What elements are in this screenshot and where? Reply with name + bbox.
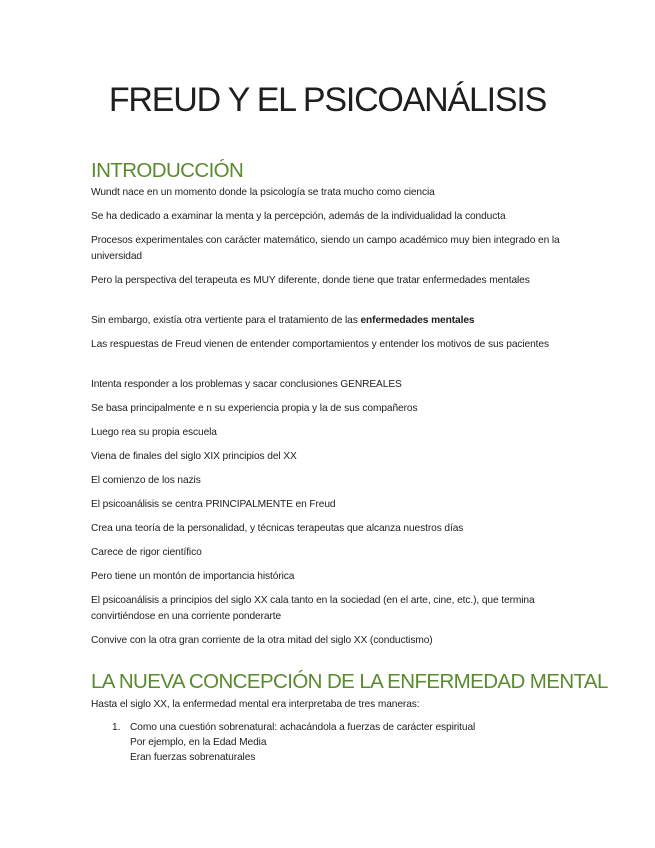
- paragraph: El psicoanálisis se centra PRINCIPALMENTE en Freud: [91, 499, 336, 510]
- numbered-list: [91, 720, 561, 765]
- paragraph: Convive con la otra gran corriente de la otra mitad del siglo XX (conductismo): [91, 635, 433, 646]
- paragraph: Las respuestas de Freud vienen de entender comportamientos y entender los motivos de sus pacientes: [91, 339, 549, 350]
- paragraph: Wundt nace en un momento donde la psicología se trata mucho como ciencia: [91, 187, 435, 198]
- bold-text: enfermedades mentales: [360, 315, 475, 326]
- paragraph: El comienzo de los nazis: [91, 475, 201, 486]
- document-title: FREUD Y EL PSICOANÁLISIS: [108, 81, 547, 119]
- paragraph: Viena de finales del siglo XIX principios del XX: [91, 451, 297, 462]
- paragraph: Se ha dedicado a examinar la menta y la percepción, además de la individualidad la conducta: [91, 211, 506, 222]
- list-item: [91, 720, 561, 765]
- paragraph: Luego rea su propia escuela: [91, 427, 217, 438]
- paragraph: Procesos experimentales con carácter matemático, siendo un campo académico muy bien integrado en la universidad: [91, 235, 560, 262]
- heading-nueva-concepcion: LA NUEVA CONCEPCIÓN DE LA ENFERMEDAD MENTAL: [91, 670, 608, 693]
- paragraph: Carece de rigor científico: [91, 547, 202, 558]
- paragraph-text: Sin embargo, existía otra vertiente para el tratamiento de las: [91, 315, 361, 326]
- paragraph: Pero tiene un montón de importancia histórica: [91, 571, 295, 582]
- list-line: Eran fuerzas sobrenaturales: [130, 752, 256, 763]
- heading-introduccion: INTRODUCCIÓN: [91, 159, 244, 182]
- paragraph: Crea una teoría de la personalidad, y técnicas terapeutas que alcanza nuestros días: [91, 523, 464, 534]
- list-line: Como una cuestión sobrenatural: achacándola a fuerzas de carácter espiritual: [130, 722, 476, 733]
- list-line: Por ejemplo, en la Edad Media: [130, 737, 267, 748]
- paragraph: Pero la perspectiva del terapeuta es MUY diferente, donde tiene que tratar enfermedades mentales: [91, 275, 530, 286]
- paragraph: Intenta responder a los problemas y sacar conclusiones GENREALES: [91, 379, 402, 390]
- paragraph: Se basa principalmente e n su experiencia propia y la de sus compañeros: [91, 403, 418, 414]
- paragraph-with-bold: [91, 313, 561, 329]
- list-number: 1.: [112, 722, 121, 733]
- paragraph: Hasta el siglo XX, la enfermedad mental era interpretaba de tres maneras:: [91, 699, 420, 710]
- paragraph: El psicoanálisis a principios del siglo XX cala tanto en la sociedad (en el arte, cine, etc.), que termina convirtiéndose en una corriente ponderarte: [91, 595, 535, 622]
